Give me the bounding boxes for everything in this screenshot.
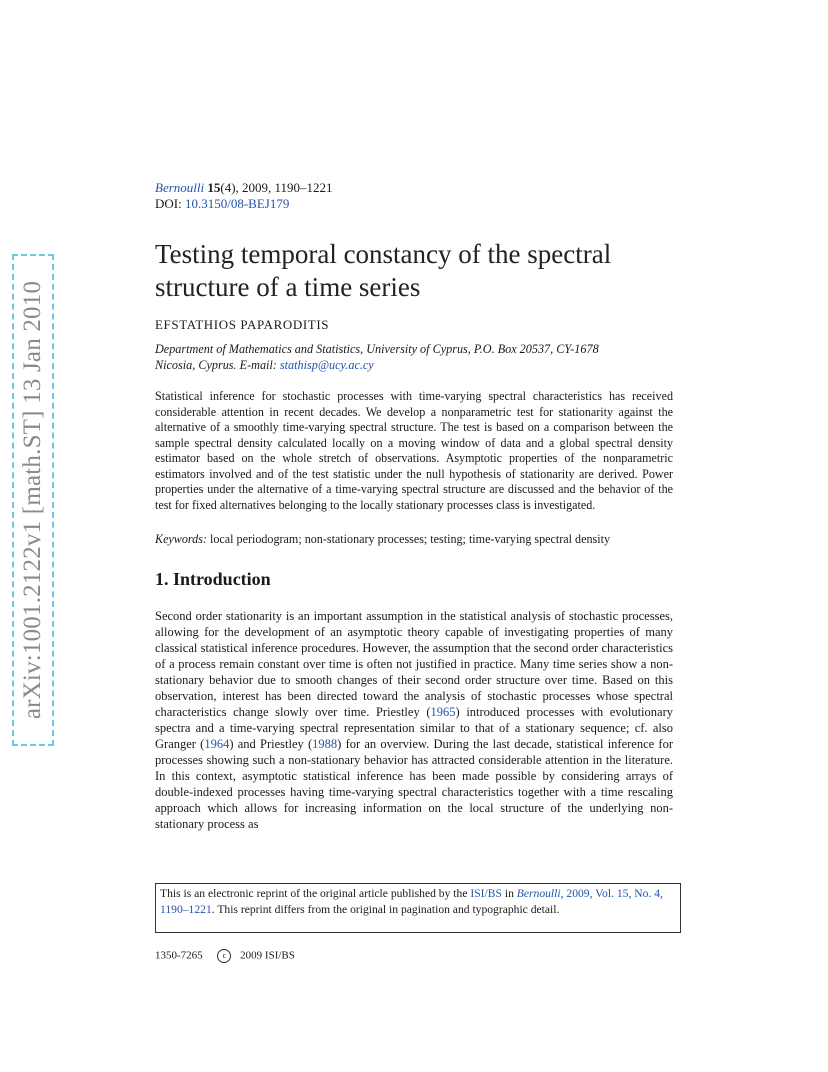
journal-link[interactable]: Bernoulli (155, 180, 205, 195)
title-line-1: Testing temporal constancy of the spectral (155, 239, 612, 269)
arxiv-identifier[interactable]: arXiv:1001.2122v1 [math.ST] 13 Jan 2010 (19, 280, 46, 720)
affiliation-location: Nicosia, Cyprus. E-mail: (155, 358, 277, 372)
abstract: Statistical inference for stochastic processes with time-varying spectral characteristics has received considerable attention in recent decades. We develop a nonparametric test for stationarity against the alternative of a smoothly time-varying spectral structure. The test is based on a comparison between the sample spectral density calculated locally on a moving window of data and a global spectral density estimator based on the whole stretch of observations. Asymptotic properties of the nonparametric estimators involved and of the test statistic under the null hypothesis of stationarity are derived. Power properties under the alternative of a time-varying spectral structure are discussed and the behavior of the test for fixed alternatives belonging to the locally stationary processes class is investigated. (155, 389, 673, 512)
author-name: EFSTATHIOS PAPARODITIS (155, 317, 330, 332)
doi-line (155, 196, 673, 212)
notice-text-2: . This reprint differs from the original in pagination and typographic detail. (211, 902, 560, 916)
affiliation (155, 341, 673, 373)
notice-text-1: This is an electronic reprint of the original article published by the (160, 887, 468, 900)
body-part-1: Second order stationarity is an important assumption in the statistical analysis of stochastic processes, allowing for the development of an asymptotic theory capable of investigating properties of many classical statistical inference procedures. However, the assumption that the second order characteristics of a process remain constant over time is often not justified in practice. Many time series show a non-stationary behavior due to smooth changes of their second order structure over time. Based on this observation, interest has been directed toward the analysis of stochastic processes whose spectral characteristics change slowly over time. Priestley ( (155, 609, 673, 719)
keywords-text: local periodogram; non-stationary processes; testing; time-varying spectral density (210, 532, 610, 546)
issn-number: 1350-7265 (155, 949, 203, 962)
journal-footnote-link[interactable]: Bernoulli, (516, 887, 564, 900)
introduction-paragraph (155, 608, 673, 832)
section-heading: 1. Introduction (155, 569, 271, 589)
affiliation-line-2 (155, 357, 673, 373)
affiliation-line-1: Department of Mathematics and Statistics, University of Cyprus, P.O. Box 20537, CY-1678 (155, 342, 599, 356)
paper-title (155, 238, 673, 304)
citation-link-1965[interactable]: 1965 (430, 705, 456, 719)
keywords (155, 532, 673, 547)
doi-link[interactable]: 10.3150/08-BEJ179 (184, 196, 290, 211)
title-line-2: structure of a time series (155, 272, 421, 302)
citation-line (155, 180, 673, 196)
issn-line (155, 949, 295, 963)
issue-pages: (4), 2009, 1190–1221 (220, 180, 333, 195)
volume: 15 (207, 180, 221, 195)
keywords-label: Keywords: (155, 532, 207, 546)
citation-footnote-link[interactable]: 2009, Vol. 15, No. 4, 1190–1221 (160, 887, 663, 916)
body-part-2: ) introduced processes with evolutionary spectra and a time-varying spectral representation similar to that of a stationary sequence; cf. also Granger ( (155, 705, 673, 751)
reprint-notice (155, 883, 681, 933)
copyright-text: 2009 ISI/BS (240, 949, 295, 962)
journal-meta (155, 180, 673, 212)
citation-link-1964[interactable]: 1964 (204, 737, 230, 751)
citation-link-1988[interactable]: 1988 (312, 737, 338, 751)
copyright-icon: c (217, 949, 231, 963)
notice-in: in (504, 887, 514, 900)
body-part-3: ) and Priestley ( (229, 737, 313, 751)
body-part-4: ) for an overview. During the last decade, statistical inference for processes showing such a non-stationary behavior has attracted considerable attention in the literature. In this context, asymptotic statistical inference has been made possible by considering arrays of double-indexed processes having time-varying spectral characteristics together with a time rescaling approach which allows for increasing information on the local structure of the underlying non-stationary process as (155, 737, 673, 831)
email-link[interactable]: stathisp@ucy.ac.cy (279, 358, 374, 372)
doi-label: DOI: (155, 196, 182, 211)
publisher-link[interactable]: ISI/BS (470, 887, 502, 900)
